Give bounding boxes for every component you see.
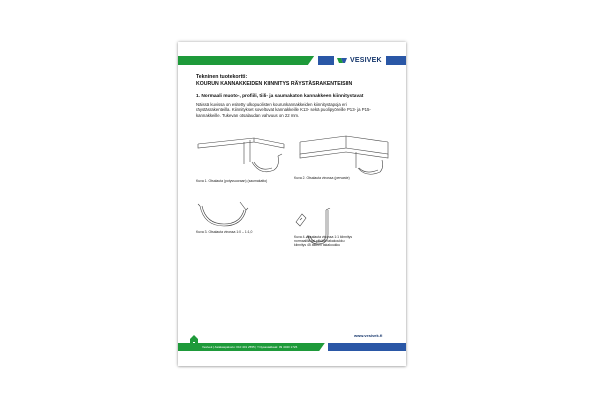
section-heading: 1. Normaali muoto-, profiili, tiili- ja saumakaton kannakkeen kiinnitystavat <box>196 94 364 99</box>
logo-text: VESIVEK <box>350 56 382 64</box>
footer-website: www.vesivek.fi <box>354 333 383 338</box>
body-paragraph: Näissä kuvissa on esitetty ulkopuolisten kourunkannakkeiden kiinnitystapoja eri räystäsrakenteilla. Kiinnitykset soveltuvat kannakkeille K13- sekä puolipyöreille P13- ja P15-kannakkeille. Tukevan otsalaudan vahvuus on 22 mm. <box>196 102 371 118</box>
figure-1-illustration <box>194 134 286 180</box>
document-page <box>178 42 406 366</box>
header-band-green <box>178 56 318 65</box>
vesivek-logo <box>334 54 386 66</box>
document-label: Tekninen tuotekortti: <box>196 74 248 80</box>
figure-2-illustration <box>296 134 392 180</box>
logo-wave-icon <box>337 57 347 64</box>
footer-band-blue <box>328 343 406 351</box>
figure-3-caption: Kuva 3. Otsalauta vinossa 1:0 – 1:1,0 <box>196 230 253 234</box>
figure-3-illustration <box>196 200 256 230</box>
document-title: KOURUN KANNAKKEIDEN KIINNITYS RÄYSTÄSRAKENTEISIIN <box>196 81 353 87</box>
figure-2-caption: Kuva 2. Otsalauta vinossa (pervaste) <box>294 176 350 180</box>
figure-1-caption: Kuva 1. Otsalauta (potyssuoraan) (saumakatto) <box>196 179 268 183</box>
figure-4-caption: Kuva 4. Otsalauta vinossa 1:1 kiinnitys normaalilla tai pitkällä takakoukku kiinnitys 45 asteen takakoukku <box>294 235 353 248</box>
footer-contact-text: Vesivek | Asiakaspalvelu: 010 401 2555 | Yritysasiakkaat: 09 4040 1726 <box>202 344 298 349</box>
